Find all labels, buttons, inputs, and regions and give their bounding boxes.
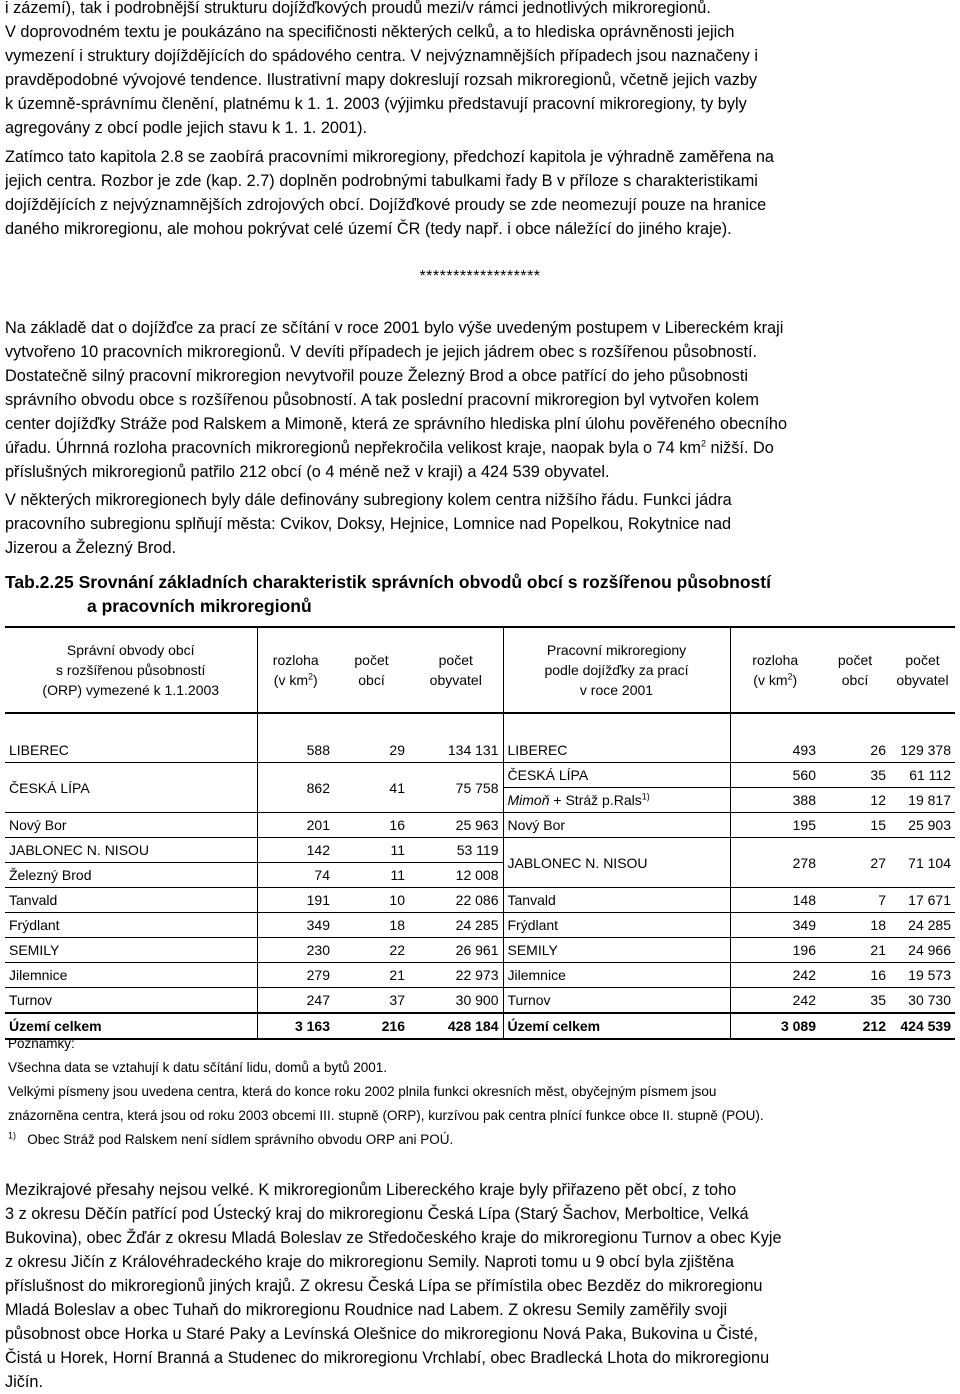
header-text: s rozšířenou působností [56,662,206,678]
text-line: i zázemí), tak i podrobnější strukturu dojížďkových proudů mezi/v rámci jednotlivých mikroregionů. [5,0,711,17]
cell-count: 29 [389,742,405,758]
text-line: 3 z okresu Děčín patřící pod Ústecký kraj do mikroregionu Česká Lípa (Starý Šachov, Merboltice, Velká [5,1205,749,1223]
cell-count: 7 [878,892,886,908]
cell-area: 196 [792,942,816,958]
table-row [5,938,955,963]
table-row [5,913,955,938]
cell-pop: 25 903 [908,817,951,833]
text-segment: úřadu. Úhrnná rozloha pracovních mikroregionů nepřekročila velikost kraje, naopak byla o 74 km [5,439,701,457]
text-line: agregovány z obcí podle jejich stavu k 1. 1. 2001). [5,119,368,137]
cell-count: 16 [870,967,886,983]
cell-text-italic: Mimoň [507,792,550,808]
table-row [5,963,955,988]
cell-count: 26 [870,742,886,758]
header-text: Správní obvody obcí [66,642,195,658]
header-text: podle dojížďky za prací [544,662,689,678]
cell-area: 493 [792,742,816,758]
note-text: Obec Stráž pod Ralskem není sídlem správního obvodu ORP ani POÚ. [27,1132,454,1147]
cell-count: 21 [870,942,886,958]
header-text: obyvatel [896,672,949,688]
text-line: pravděpodobné vývojové tendence. Ilustrativní mapy dokreslují rozsah mikroregionů, včetně jejich vazby [5,71,758,89]
superscript: 2 [308,671,314,682]
table-caption: Tab.2.25 Srovnání základních charakteristik správních obvodů obcí s rozšířenou působností [5,572,771,592]
text-line: daného mikroregionu, ale mohou pokrývat celé území ČR (tedy např. i obce náležící do jiného kraje). [5,220,732,238]
text-line: jejich centra. Rozbor je zde (kap. 2.7) doplněn podrobnými tabulkami řady B v příloze s charakteristikami [5,172,758,190]
cell-mr: Tanvald [503,888,730,913]
text-line: Zatímco tato kapitola 2.8 se zaobírá pracovními mikroregiony, předchozí kapitola je výhradně zaměřena na [5,148,774,166]
cell-orp: Turnov [5,988,257,1014]
superscript: 2 [787,671,793,682]
text-line [5,436,959,460]
cell-orp: ČESKÁ LÍPA [5,763,257,813]
cell-text: + Stráž p.Rals [549,792,642,808]
cell-count: 216 [334,1013,409,1039]
cell-pop: 75 758 [409,763,503,813]
header-area [730,627,820,713]
cell-count: 21 [389,967,405,983]
text-line: vytvořeno 10 pracovních mikroregionů. V devíti případech je jejich jádrem obec s rozšířenou působností. [5,343,758,361]
text-segment: nižší. Do [705,439,774,457]
text-line: správního obvodu obce s rozšířenou působností. A tak poslední pracovní mikroregion byl vytvořen kolem [5,391,759,409]
intro-paragraph [5,0,959,140]
cell-count: 35 [870,992,886,1008]
text-line: center dojížďky Stráže pod Ralskem a Mimoně, která ze správního hlediska plní úlohu pověřeného obecního [5,415,788,433]
text-line: pracovního subregionu splňují města: Cvikov, Doksy, Hejnice, Lomnice nad Popelkou, Rokytnice nad [5,515,732,533]
header-text: obcí [841,672,869,688]
cell-mr: Turnov [503,988,730,1014]
cell-count: 22 [389,942,405,958]
text-line: Jizerou a Železný Brod. [5,539,177,557]
header-pmr [503,627,730,713]
cell-area: 279 [306,967,330,983]
text-line: Dostatečně silný pracovní mikroregion nevytvořil pouze Železný Brod a obce patřící do jeho působnosti [5,367,749,385]
cell-count: 37 [389,992,405,1008]
comparison-table [5,626,955,1040]
header-text: obyvatel [429,672,482,688]
cell-area: 588 [306,742,330,758]
cell-pop: 22 973 [409,963,503,988]
cell-pop: 30 730 [908,992,951,1008]
cell-area: 74 [314,867,330,883]
header-text: (v km [753,672,788,688]
table-row [5,838,955,863]
cell-mr: JABLONEC N. NISOU [503,838,730,888]
footnote-mark: 1) [8,1130,17,1141]
spacer-row [5,713,955,738]
table-row [5,738,955,763]
cell-area: 349 [306,917,330,933]
cell-mr: Nový Bor [503,813,730,838]
cell-area: 278 [730,838,820,888]
cell-count: 15 [870,817,886,833]
table-caption-line2: a pracovních mikroregionů [87,596,312,616]
cell-orp: LIBEREC [5,738,257,763]
header-text: počet [354,652,389,668]
cell-pop: 24 285 [409,913,503,938]
cell-mr: SEMILY [503,938,730,963]
footnote-mark: 1) [641,791,650,802]
text-line: V některých mikroregionech byly dále definovány subregiony kolem centra nižšího řádu. Funkci jádra [5,491,732,509]
header-text: počet [905,652,940,668]
header-text: rozloha [752,652,799,668]
header-text: ) [792,672,798,688]
cell-pop: 22 086 [409,888,503,913]
text-line: vymezení i struktury dojíždějících do spádového centra. V nejvýznamnějších případech jsou naznačeny i [5,47,758,65]
cell-pop: 24 285 [908,917,951,933]
text-line: Jičín. [5,1373,44,1391]
header-text: počet [438,652,473,668]
cell-mr: Území celkem [503,1013,730,1039]
header-text: počet [837,652,873,668]
cell-pop: 428 184 [409,1013,503,1039]
cell-pop: 53 119 [409,838,503,863]
text-line: Mladá Boleslav a obec Tuhaň do mikroregionu Roudnice nad Labem. Z okresu Semily zaměřily svoji [5,1301,728,1319]
cell-mr: Jilemnice [503,963,730,988]
text-line: k územně-správnímu členění, platnému k 1. 1. 2003 (výjimku představují pracovní mikroregiony, ty byly [5,95,747,113]
header-count [820,627,890,713]
cell-orp: Frýdlant [5,913,257,938]
header-orp [5,627,257,713]
cell-orp: Jilemnice [5,963,257,988]
cell-pop: 129 378 [900,742,951,758]
cell-orp: Území celkem [5,1013,257,1039]
cell-area: 242 [792,967,816,983]
note-line: Velkými písmeny jsou uvedena centra, která do konce roku 2002 plnila funkci okresních měst, obyčejným písmem jsou [8,1084,717,1099]
cell-area: 862 [257,763,334,813]
note-line: znázorněna centra, která jsou od roku 2003 obcemi III. stupně (ORP), kurzívou pak centra plnící funkce obce II. stupně (POU). [8,1108,764,1123]
cell-area: 560 [730,763,820,788]
header-text: (ORP) vymezené k 1.1.2003 [42,682,220,698]
cell-mr [503,788,730,813]
summary-paragraph [5,316,959,484]
table-row [5,763,955,788]
header-text: rozloha [272,652,319,668]
cell-area: 142 [257,838,334,863]
text-line: Čistá u Horek, Horní Branná a Studenec do mikroregionu Vrchlabí, obec Bradlecká Lhota do mikroregionu [5,1349,770,1367]
text-line: V doprovodném textu je poukázáno na specifičnosti některých celků, a to hlediska oprávněnosti jejich [5,23,735,41]
cell-area: 148 [792,892,816,908]
cell-pop: 30 900 [409,988,503,1014]
header-text: Pracovní mikroregiony [546,642,687,658]
cell-pop: 19 817 [908,792,951,808]
text-line: Bukovina), obec Žďár z okresu Mladá Boleslav ze Středočeského kraje do mikroregionu Turnov a obec Kyje [5,1229,782,1247]
cell-orp: JABLONEC N. NISOU [5,838,257,863]
cell-count: 12 [870,792,886,808]
header-text: obcí [358,672,385,688]
superscript: 2 [700,438,706,449]
cell-pop: 26 961 [409,938,503,963]
cell-area: 191 [306,892,330,908]
cell-area: 242 [792,992,816,1008]
text-line: Mezikrajové přesahy nejsou velké. K mikroregionům Libereckého kraje byly přiřazeno pět obcí, z toho [5,1181,737,1199]
table-row [5,988,955,1014]
cell-pop: 17 671 [908,892,951,908]
table-row [5,888,955,913]
cell-pop: 25 963 [409,813,503,838]
cell-area: 388 [792,792,816,808]
cell-pop: 61 112 [890,763,955,788]
cell-area: 349 [792,917,816,933]
cell-orp: Tanvald [5,888,257,913]
cell-mr: Frýdlant [503,913,730,938]
subregion-paragraph [5,488,959,560]
cell-count: 11 [334,838,409,863]
chapter-note-paragraph [5,145,959,241]
header-text: ) [313,672,318,688]
cell-pop: 71 104 [890,838,955,888]
cell-pop: 12 008 [409,863,503,888]
cell-area: 195 [792,817,816,833]
cell-orp: Nový Bor [5,813,257,838]
table-row [5,813,955,838]
cell-pop: 24 966 [908,942,951,958]
table-header-row [5,627,955,713]
cell-count: 18 [389,917,405,933]
cell-count: 27 [820,838,890,888]
cell-mr: LIBEREC [503,738,730,763]
header-pop [409,627,503,713]
text-line: příslušných mikroregionů patřilo 212 obcí (o 4 méně než v kraji) a 424 539 obyvatel. [5,463,610,481]
cell-area: 247 [306,992,330,1008]
header-pop [890,627,955,713]
cell-area: 3 163 [257,1013,334,1039]
text-line: příslušnost do mikroregionů jiných krajů. Z okresu Česká Lípa se přímístila obec Bezděz do mikroregionu [5,1277,763,1295]
cell-mr: ČESKÁ LÍPA [503,763,730,788]
note-line: Všechna data se vztahují k datu sčítání lidu, domů a bytů 2001. [8,1060,387,1075]
cell-count: 212 [820,1013,890,1039]
cell-count: 41 [334,763,409,813]
cell-orp: Železný Brod [5,863,257,888]
header-text: (v km [273,672,309,688]
cell-count: 10 [389,892,405,908]
cell-count: 35 [820,763,890,788]
cell-pop: 19 573 [908,967,951,983]
cell-orp: SEMILY [5,938,257,963]
crossregion-paragraph [5,1178,959,1394]
text-line: dojíždějících z nejvýznamnějších zdrojových obcí. Dojížďkové proudy se zde neomezují pouze na hranice [5,196,767,214]
header-area [257,627,334,713]
text-line: z okresu Jičín z Královéhradeckého kraje do mikroregionu Semily. Naproti tomu u 9 obcí byla zjištěna [5,1253,735,1271]
cell-area: 3 089 [730,1013,820,1039]
header-count [334,627,409,713]
cell-pop: 424 539 [890,1013,955,1039]
text-line: Na základě dat o dojížďce za prací ze sčítání v roce 2001 bylo výše uvedeným postupem v Libereckém kraji [5,319,784,337]
cell-count: 16 [389,817,405,833]
cell-area: 230 [306,942,330,958]
cell-count: 11 [390,867,405,883]
cell-pop: 134 131 [409,738,503,763]
notes-title: Poznámky: [8,1036,75,1051]
cell-count: 18 [870,917,886,933]
cell-area: 201 [306,817,330,833]
text-line: působnost obce Horka u Staré Paky a Levínská Olešnice do mikroregionu Nová Paka, Bukovina u Čisté, [5,1325,758,1343]
table-notes [8,1032,948,1152]
note-line [8,1128,948,1152]
header-text: v roce 2001 [579,682,654,698]
section-separator: ****************** [419,268,541,285]
